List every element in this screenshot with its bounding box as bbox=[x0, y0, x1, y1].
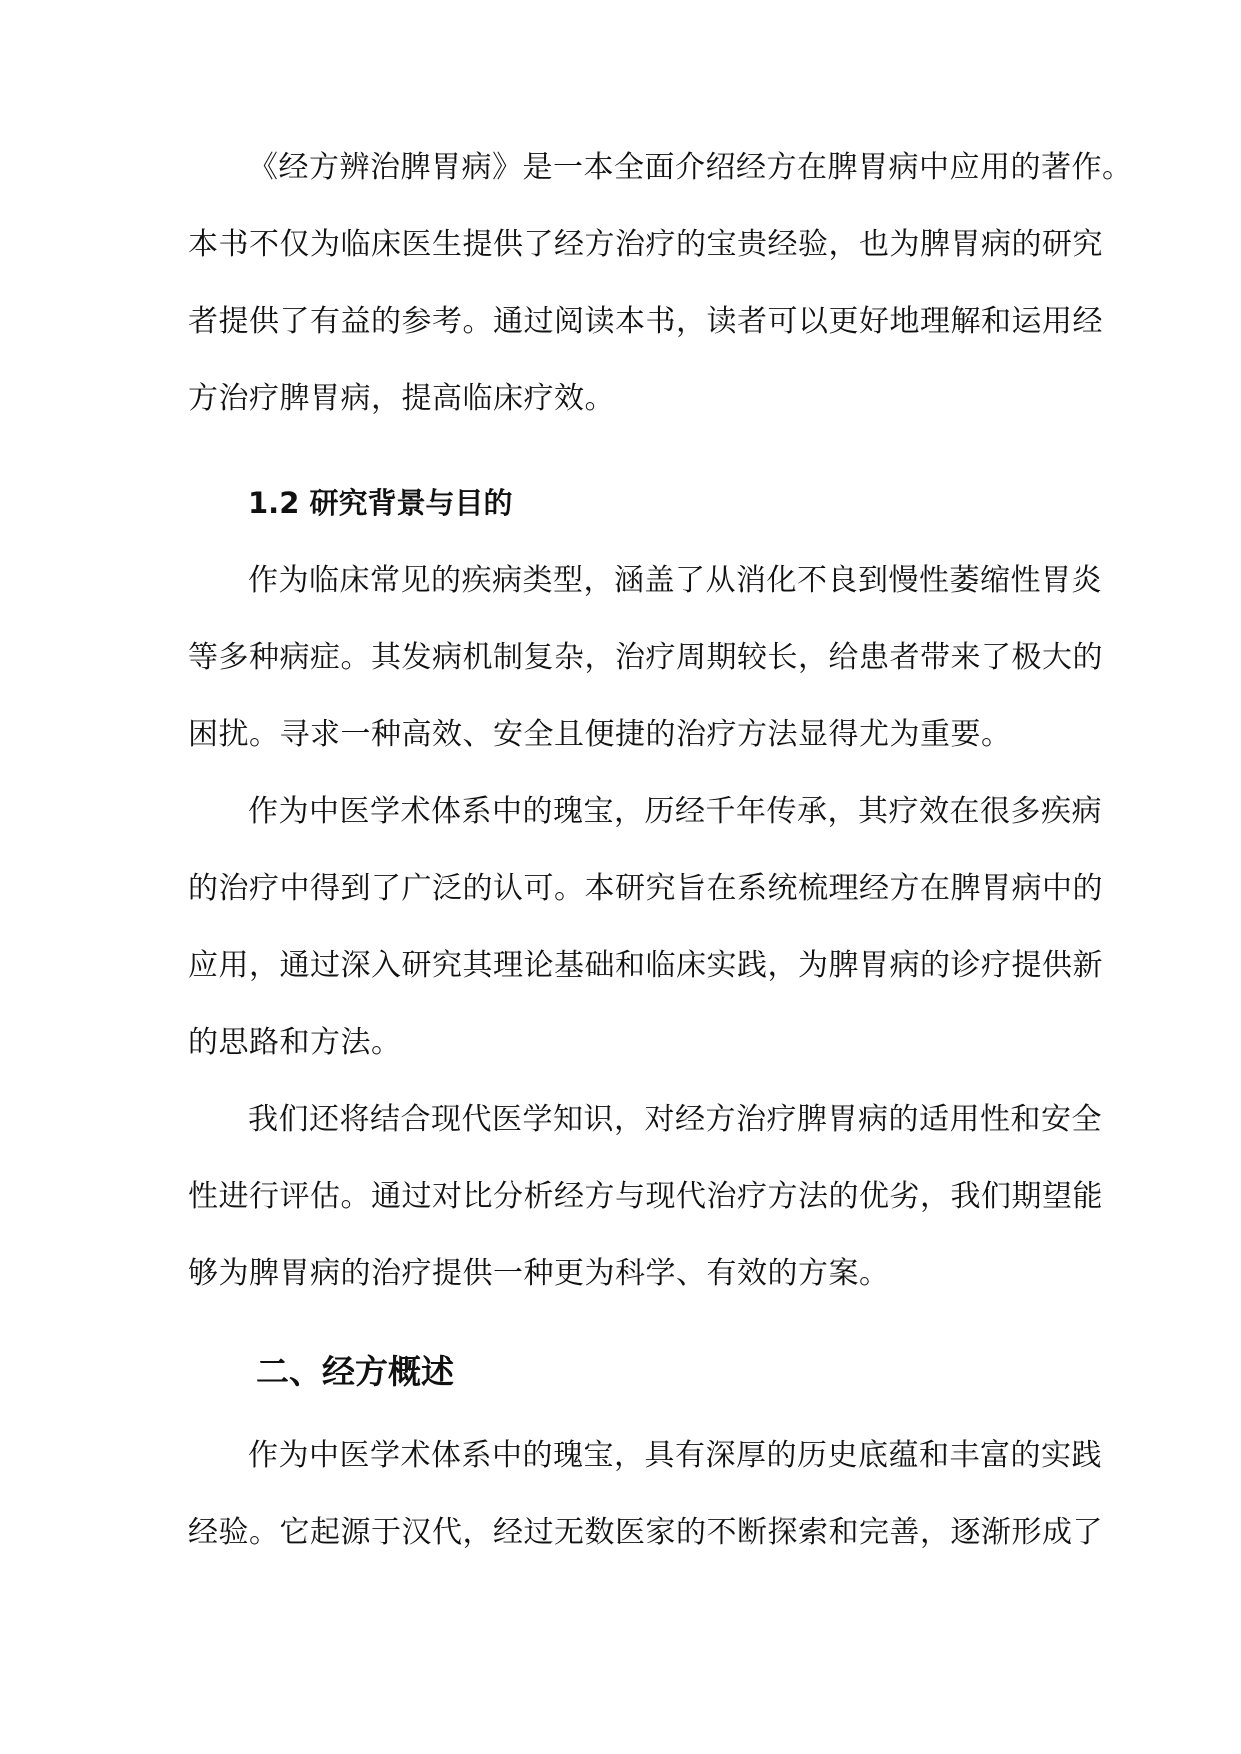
s12-p1-line-1: 作为临床常见的疾病类型，涵盖了从消化不良到慢性萎缩性胃炎 bbox=[248, 563, 1102, 598]
s12-p2-line-4: 的思路和方法。 bbox=[188, 1025, 402, 1060]
s12-p1-line-2: 等多种病症。其发病机制复杂，治疗周期较长，给患者带来了极大的 bbox=[188, 640, 1103, 675]
s12-p3-line-3: 够为脾胃病的治疗提供一种更为科学、有效的方案。 bbox=[188, 1256, 890, 1291]
s12-p2-line-3: 应用，通过深入研究其理论基础和临床实践，为脾胃病的诊疗提供新 bbox=[188, 948, 1103, 983]
s12-p2-line-2: 的治疗中得到了广泛的认可。本研究旨在系统梳理经方在脾胃病中的 bbox=[188, 871, 1103, 906]
intro-line-2: 本书不仅为临床医生提供了经方治疗的宝贵经验，也为脾胃病的研究 bbox=[188, 227, 1103, 262]
s12-p3-line-2: 性进行评估。通过对比分析经方与现代治疗方法的优劣，我们期望能 bbox=[188, 1179, 1103, 1214]
intro-line-4: 方治疗脾胃病，提高临床疗效。 bbox=[188, 381, 615, 416]
s12-p3-line-1: 我们还将结合现代医学知识，对经方治疗脾胃病的适用性和安全 bbox=[248, 1102, 1102, 1137]
s12-p1-line-3: 困扰。寻求一种高效、安全且便捷的治疗方法显得尤为重要。 bbox=[188, 717, 1012, 752]
intro-line-1: 《经方辨治脾胃病》是一本全面介绍经方在脾胃病中应用的著作。 bbox=[248, 150, 1133, 185]
s12-p2-line-1: 作为中医学术体系中的瑰宝，历经千年传承，其疗效在很多疾病 bbox=[248, 794, 1102, 829]
section-2-title: 二、经方概述 bbox=[256, 1352, 454, 1391]
s2-p1-line-1: 作为中医学术体系中的瑰宝，具有深厚的历史底蕴和丰富的实践 bbox=[248, 1438, 1102, 1473]
intro-line-3: 者提供了有益的参考。通过阅读本书，读者可以更好地理解和运用经 bbox=[188, 304, 1103, 339]
s2-p1-line-2: 经验。它起源于汉代，经过无数医家的不断探索和完善，逐渐形成了 bbox=[188, 1515, 1103, 1550]
section-1-2-title: 1.2 研究背景与目的 bbox=[248, 486, 513, 520]
